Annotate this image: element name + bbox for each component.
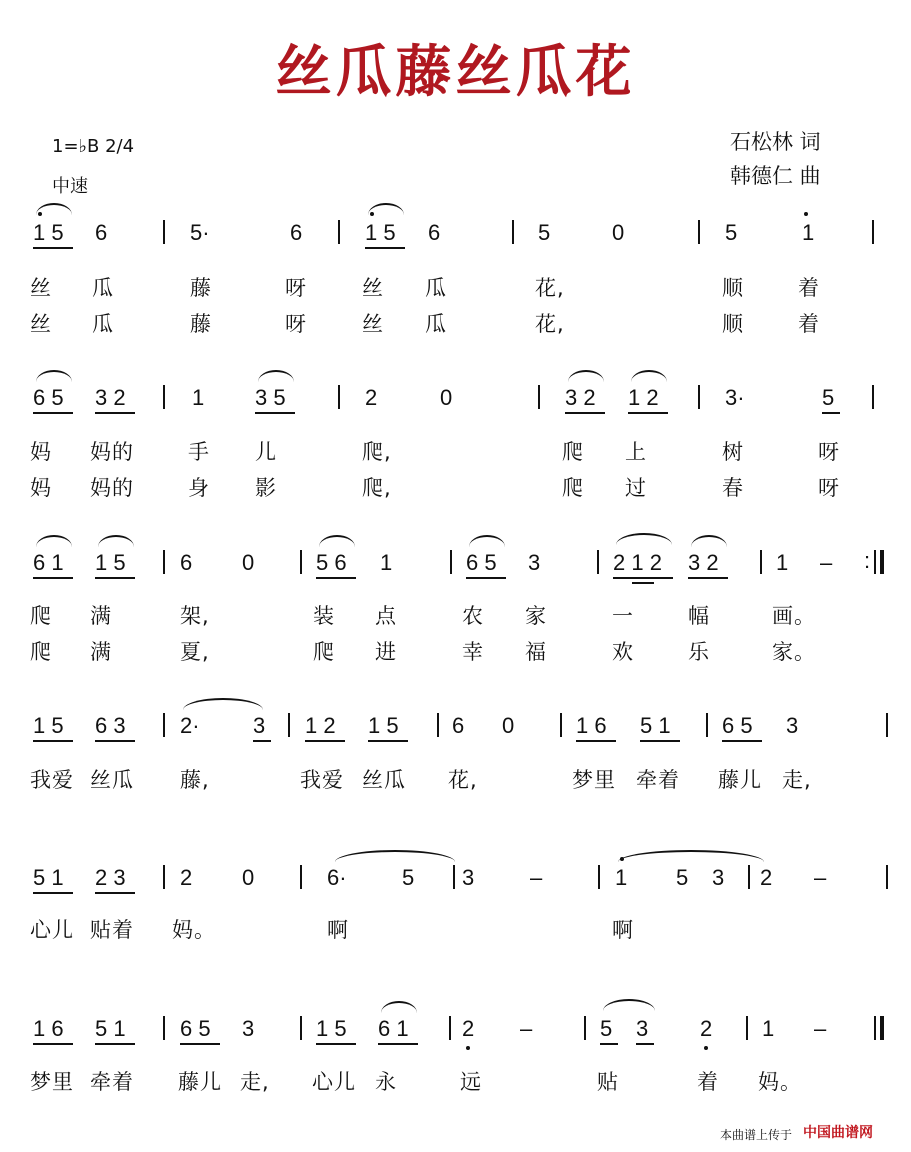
note: 2 [462,1016,475,1041]
note: 2 [760,865,773,890]
note: 2 [180,865,193,890]
lyric: 架, [180,604,210,628]
barline [338,220,340,244]
lyric: 牵着 [636,768,680,792]
note-group: 1 6 [33,1016,64,1041]
note-group: 3 5 [255,385,286,410]
lyric: 爬 [313,640,335,664]
barline [450,550,452,574]
note: 3 [253,713,266,738]
lyric: 藤儿 [178,1070,222,1094]
lyric: 心儿 [30,918,74,942]
lyric: 妈 [30,476,52,500]
lyric: 花, [448,768,478,792]
note-group: 6 1 [33,550,64,575]
note: 6 [95,220,108,245]
lyric: 幸 [462,640,484,664]
lyric: 我爱 [300,768,344,792]
note-group: 5 6 [316,550,347,575]
lyric: 幅 [688,604,710,628]
note: 6· [327,865,347,890]
lyric: 心儿 [312,1070,356,1094]
barline [698,385,700,409]
note-group: 5 1 [33,865,64,890]
lyric: 福 [525,640,547,664]
lyric: 爬, [362,476,392,500]
lyric: 爬, [362,440,392,464]
barline [163,865,165,889]
lyric: 儿 [255,440,277,464]
note-group: 1 5 [365,220,396,245]
lyric: 牵着 [90,1070,134,1094]
upload-note: 本曲谱上传于 [720,1128,793,1142]
note-group: 5 1 [640,713,671,738]
barline [886,713,888,737]
lyric: 藤儿 [718,768,762,792]
lyric: 走, [782,768,812,792]
lyric: 农 [462,604,484,628]
note: 3 [786,713,799,738]
note: 5 [600,1016,613,1041]
lyric: 装 [313,604,335,628]
tempo-marking: 中速 [52,176,88,197]
lyric: 丝瓜 [362,768,406,792]
lyric: 远 [460,1070,482,1094]
lyric: 爬 [30,640,52,664]
barline [300,550,302,574]
lyric: 我爱 [30,768,74,792]
barline [872,220,874,244]
lyric: 夏, [180,640,210,664]
note: 5· [190,220,210,245]
barline [338,385,340,409]
lyric: 过 [625,476,647,500]
lyric: 画。 [772,604,816,628]
lyric: 瓜 [92,312,114,336]
note-group: 6 5 [33,385,64,410]
lyric: 着 [697,1070,719,1094]
lyric: 啊 [612,918,634,942]
note-group: 6 3 [95,713,126,738]
lyric: 树 [722,440,744,464]
lyric: 丝 [362,312,384,336]
site-logo[interactable]: 中国曲谱网 [803,1125,873,1141]
lyric: 爬 [562,476,584,500]
lyric: 家。 [772,640,816,664]
note-group: 1 5 [316,1016,347,1041]
barline [874,1016,876,1040]
rest: 0 [502,713,515,738]
lyric: 瓜 [425,312,447,336]
lyric: 呀 [285,276,307,300]
note: 3 [462,865,475,890]
lyric: 满 [90,604,112,628]
lyric: 藤, [180,768,210,792]
barline [584,1016,586,1040]
barline [288,713,290,737]
note: 3 [528,550,541,575]
note: 5 [676,865,689,890]
lyric: 呀 [285,312,307,336]
lyric: 着 [798,276,820,300]
barline [449,1016,451,1040]
lyric: 走, [240,1070,270,1094]
final-barline [880,1016,884,1040]
lyric: 丝瓜 [90,768,134,792]
barline [453,865,455,889]
note: 5 [402,865,415,890]
note: 2 [700,1016,713,1041]
note-group: 6 5 [722,713,753,738]
lyric: 呀 [818,440,840,464]
final-barline [880,550,884,574]
note-group: 1 5 [33,713,64,738]
lyric: 妈 [30,440,52,464]
note-group: 2 1 2 [613,550,662,575]
note: 6 [180,550,193,575]
rest: 0 [242,550,255,575]
lyric: 妈。 [758,1070,802,1094]
lyric: 爬 [562,440,584,464]
barline [163,220,165,244]
note: 5 [538,220,551,245]
lyric: 梦里 [572,768,616,792]
lyric: 藤 [190,312,212,336]
barline [163,385,165,409]
dash: – [814,865,827,890]
lyric: 顺 [722,312,744,336]
note-group: 1 6 [576,713,607,738]
note: 6 [452,713,465,738]
dash: – [820,550,833,575]
lyric: 着 [798,312,820,336]
lyric: 手 [188,440,210,464]
lyricist-credit: 石松林 词 [730,130,821,154]
note-group: 3 2 [95,385,126,410]
barline [698,220,700,244]
lyric: 上 [625,440,647,464]
barline [746,1016,748,1040]
dash: – [814,1016,827,1041]
lyric: 影 [255,476,277,500]
lyric: 点 [375,604,397,628]
barline [706,713,708,737]
dash: – [520,1016,533,1041]
lyric: 爬 [30,604,52,628]
note: 1 [192,385,205,410]
note: 3 [636,1016,649,1041]
lyric: 妈的 [90,440,134,464]
barline [874,550,876,574]
barline [598,865,600,889]
note-group: 3 2 [688,550,719,575]
note-group: 1 2 [628,385,659,410]
note-group: 6 5 [180,1016,211,1041]
lyric: 梦里 [30,1070,74,1094]
barline [597,550,599,574]
note-group: 6 5 [466,550,497,575]
note: 3 [242,1016,255,1041]
barline [512,220,514,244]
note: 1 [776,550,789,575]
lyric: 永 [375,1070,397,1094]
lyric: 花, [535,312,565,336]
barline [300,865,302,889]
lyric: 满 [90,640,112,664]
rest: 0 [612,220,625,245]
note: 3· [725,385,745,410]
lyric: 妈的 [90,476,134,500]
lyric: 顺 [722,276,744,300]
note: 6 [290,220,303,245]
barline [163,550,165,574]
lyric: 丝 [30,312,52,336]
barline [163,713,165,737]
note: 5 [822,385,835,410]
note: 1 [762,1016,775,1041]
lyric: 藤 [190,276,212,300]
lyric: 欢 [612,640,634,664]
note-group: 1 5 [368,713,399,738]
note-group: 2 3 [95,865,126,890]
rest: 0 [242,865,255,890]
barline [163,1016,165,1040]
lyric: 花, [535,276,565,300]
lyric: 瓜 [92,276,114,300]
note: 1 [615,865,628,890]
note: 1 [802,220,815,245]
note: 3 [712,865,725,890]
lyric: 呀 [818,476,840,500]
barline [560,713,562,737]
lyric: 丝 [362,276,384,300]
note-group: 6 1 [378,1016,409,1041]
barline [300,1016,302,1040]
note-group: 1 2 [305,713,336,738]
note: 5 [725,220,738,245]
barline [886,865,888,889]
repeat-dots: : [864,548,871,573]
note-group: 3 2 [565,385,596,410]
note: 2· [180,713,200,738]
barline [437,713,439,737]
lyric: 妈。 [172,918,216,942]
lyric: 家 [525,604,547,628]
lyric: 身 [188,476,210,500]
lyric: 乐 [688,640,710,664]
barline [748,865,750,889]
lyric: 丝 [30,276,52,300]
key-signature: 1=♭B 2/4 [52,136,135,157]
lyric: 进 [375,640,397,664]
composer-credit: 韩德仁 曲 [730,164,821,188]
rest: 0 [440,385,453,410]
note: 2 [365,385,378,410]
song-title: 丝瓜藤丝瓜花 [275,39,636,105]
barline [872,385,874,409]
lyric: 瓜 [425,276,447,300]
barline [538,385,540,409]
dash: – [530,865,543,890]
note-group: 1 5 [95,550,126,575]
lyric: 啊 [327,918,349,942]
note-group: 5 1 [95,1016,126,1041]
lyric: 春 [722,476,744,500]
note: 6 [428,220,441,245]
lyric: 贴着 [90,918,134,942]
barline [760,550,762,574]
note-group: 1 5 [33,220,64,245]
note: 1 [380,550,393,575]
lyric: 一 [612,604,634,628]
lyric: 贴 [597,1070,619,1094]
